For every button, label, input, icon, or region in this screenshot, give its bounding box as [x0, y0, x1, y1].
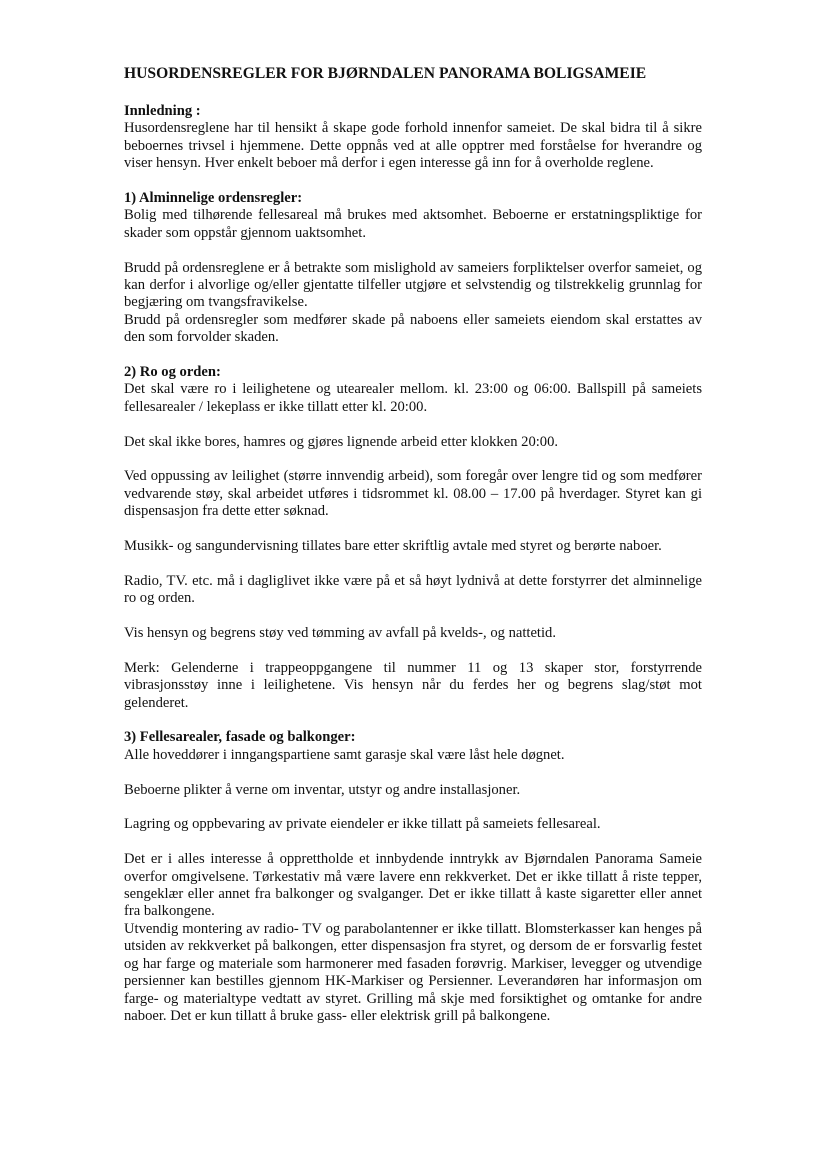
section-3-heading: 3) Fellesarealer, fasade og balkonger: [124, 729, 356, 746]
section-1-paragraph-3: Brudd på ordensregler som medfører skade på naboens eller sameiets eiendom skal erstattes av den som forvolder skaden. [124, 311, 702, 346]
section-2-paragraph-7: Merk: Gelenderne i trappeoppgangene til nummer 11 og 13 skaper stor, forstyrrende vibrasjonsstøy inne i leilighetene. Vis hensyn når du ferdes her og begrens slag/støt mot gelenderet. [124, 659, 702, 711]
section-2-paragraph-1: Det skal være ro i leilighetene og utearealer mellom. kl. 23:00 og 06:00. Ballspill på sameiets fellesarealer / lekeplass er ikke tillatt etter kl. 20:00. [124, 381, 702, 415]
section-2-paragraph-6: Vis hensyn og begrens støy ved tømming av avfall på kvelds-, og nattetid. [124, 625, 556, 642]
document-title: HUSORDENSREGLER FOR BJØRNDALEN PANORAMA BOLIGSAMEIE [124, 65, 647, 82]
section-2-paragraph-2: Det skal ikke bores, hamres og gjøres lignende arbeid etter klokken 20:00. [124, 433, 559, 450]
section-2-paragraph-3: Ved oppussing av leilighet (større innvendig arbeid), som foregår over lengre tid og som medfører vedvarende støy, skal arbeidet utføres i tidsrommet kl. 08.00 – 17.00 på hverdager. Styret kan gi dispensasjon fra dette etter søknad. [124, 468, 702, 520]
section-1-paragraph-2: Brudd på ordensreglene er å betrakte som mislighold av sameiers forpliktelser overfor sameiet, og kan derfor i alvorlige og/eller gjentatte tilfeller utgjøre et selvstendig og tilstrekkelig grunnlag for begjæring om tvangsfravikelse. [124, 259, 702, 311]
section-3-paragraph-3: Lagring og oppbevaring av private eiendeler er ikke tillatt på sameiets fellesareal. [124, 816, 601, 833]
intro-heading: Innledning : [124, 103, 201, 119]
section-3-paragraph-2: Beboerne plikter å verne om inventar, utstyr og andre installasjoner. [124, 781, 521, 798]
section-3-paragraph-4: Det er i alles interesse å opprettholde et innbydende inntrykk av Bjørndalen Panorama Sameie overfor omgivelsene. Tørkestativ må være lavere enn rekkverket. Det er ikke tillatt å riste tepper, sengeklær eller annet fra balkonger og svalganger. Det er ikke tillatt å kaste sigaretter eller annet fra balkongene. [124, 851, 702, 920]
section-2-paragraph-5: Radio, TV. etc. må i dagliglivet ikke være på et så høyt lydnivå at dette forstyrrer det alminnelige ro og orden. [124, 572, 702, 607]
section-1-paragraph-1: Bolig med tilhørende fellesareal må brukes med aktsomhet. Beboerne er erstatningspliktige for skader som oppstår gjennom uaktsomhet. [124, 207, 702, 241]
section-3-paragraph-5: Utvendig montering av radio- TV og parabolantenner er ikke tillatt. Blomsterkasser kan henges på utsiden av rekkverket på balkongen, etter dispensasjon fra styret, og dersom de er forsvarlig festet og har farge og materiale som harmonerer med fasaden forøvrig. Markiser, levegger og utvendige persienner kan bestilles gjennom HK-Markiser og Persienner. Leverandøren har informasjon om farge- og materialtype vedtatt av styret. Grilling må skje med forsiktighet og omtanke for andre naboer. Det er kun tillatt å bruke gass- eller elektrisk grill på balkongene. [124, 920, 702, 1024]
intro-text: Husordensreglene har til hensikt å skape gode forhold innenfor sameiet. De skal bidra til å sikre beboernes trivsel i hjemmene. Dette oppnås ved at alle opptrer med forståelse for hverandre og viser hensyn. Hver enkelt beboer må derfor i egen interesse gå inn for å overholde reglene. [124, 120, 702, 172]
section-1-heading: 1) Alminnelige ordensregler: [124, 190, 303, 207]
section-3-paragraph-1: Alle hoveddører i inngangspartiene samt garasje skal være låst hele døgnet. [124, 746, 565, 763]
document-page [124, 64, 702, 1025]
section-2-paragraph-4: Musikk- og sangundervisning tillates bare etter skriftlig avtale med styret og berørte naboer. [124, 538, 662, 555]
section-2-heading: 2) Ro og orden: [124, 364, 221, 381]
